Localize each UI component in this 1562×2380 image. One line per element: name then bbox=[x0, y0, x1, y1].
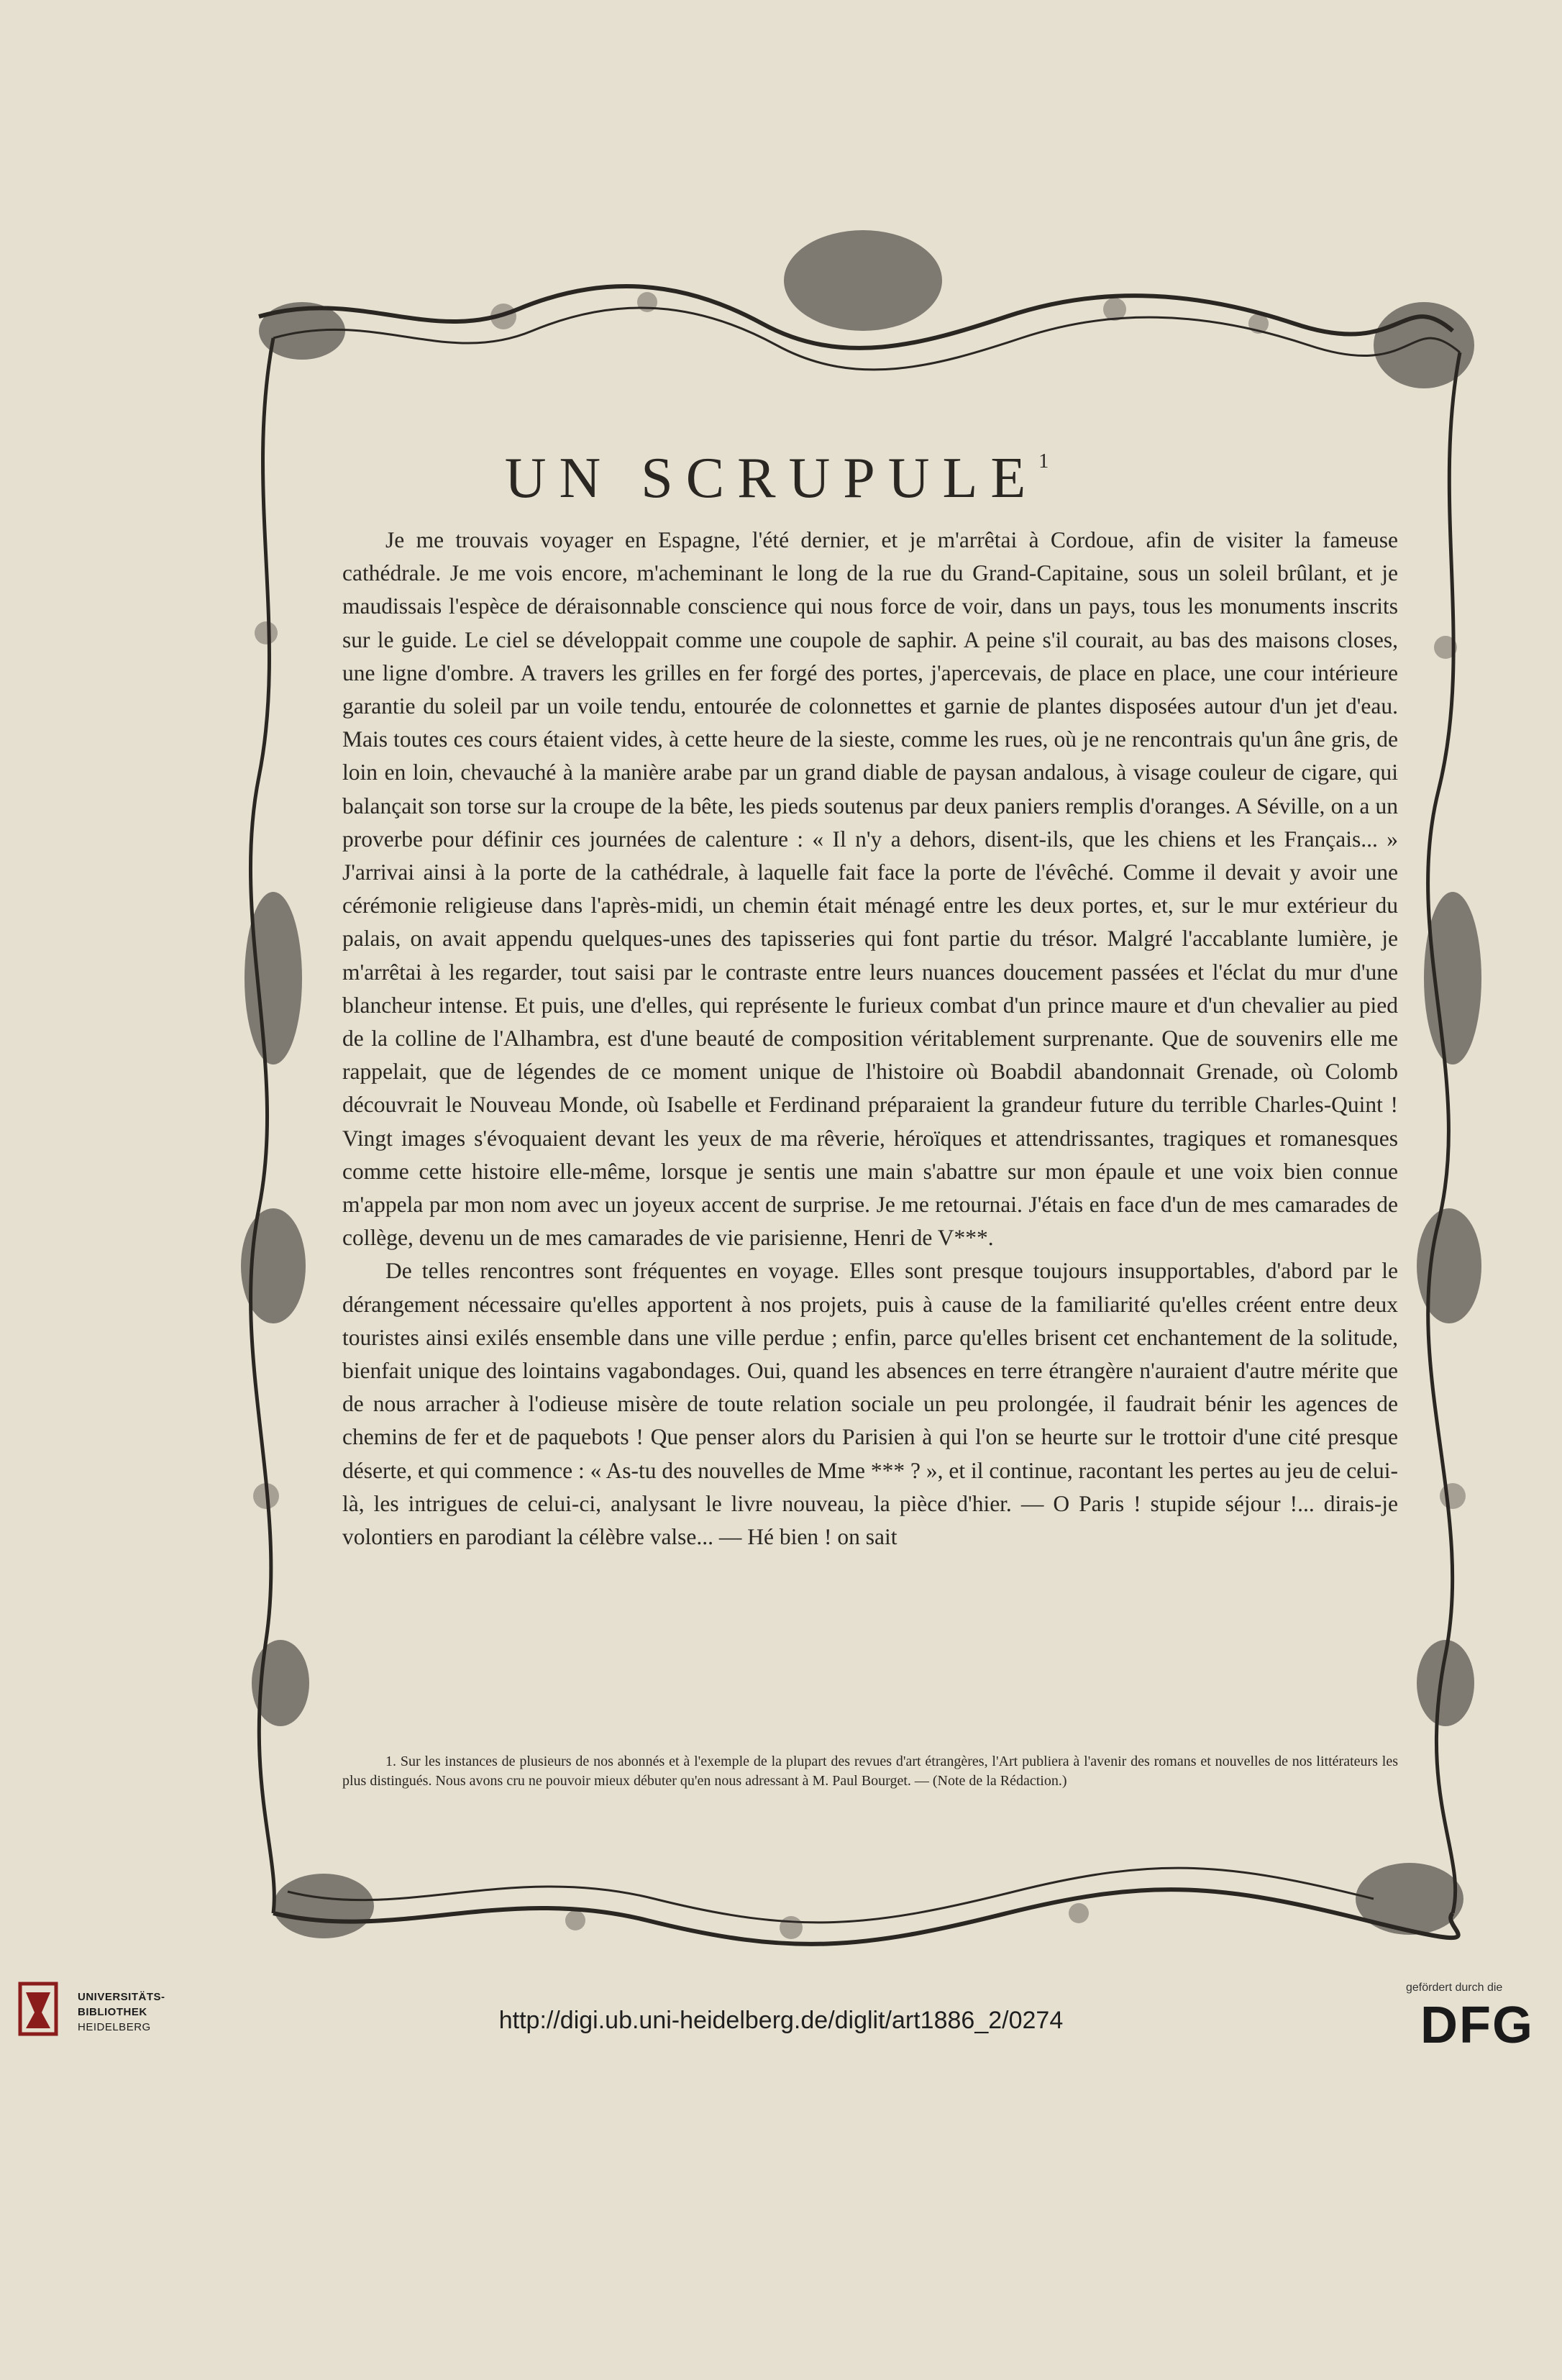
source-url[interactable]: http://digi.ub.uni-heidelberg.de/diglit/art1886_2/0274 bbox=[498, 2007, 1064, 2034]
funding-text: gefördert durch die bbox=[1406, 1982, 1503, 1994]
paragraph: De telles rencontres sont fréquentes en voyage. Elles sont presque toujours insupportables, d'abord par le dérangement nécessaire qu'elles apportent à nos projets, puis à cause de la familiarité qu'elles créent entre deux touristes ainsi exilés ensemble dans une ville perdue ; enfin, parce qu'elles brisent cet enchantement de la solitude, bienfait unique des lointains vagabondages. Oui, quand les absences en terre étrangère n'auraient d'autre mérite que de nous arracher à l'odieuse misère de toute relation sociale un peu prolongée, il faudrait bénir les agences de chemins de fer et de paquebots ! Que penser alors du Parisien à qui l'on se heurte sur le trottoir d'une cité presque déserte, et qui commence : « As-tu des nouvelles de Mme *** ? », et il continue, racontant les pertes au jeu de celui-là, les intrigues de celui-ci, analysant le livre nouveau, la pièce d'hier. — O Paris ! stupide séjour !... dirais-je volontiers en parodiant la célèbre valse... — Hé bien ! on sait bbox=[342, 1258, 1398, 1550]
footnote-text: 1. Sur les instances de plusieurs de nos abonnés et à l'exemple de la plupart des revues d'art étrangères, l'Art publiera à l'avenir des romans et nouvelles de nos littérateurs les plus distingués. Nous avons cru ne pouvoir mieux débuter qu'en nous adressant à M. Paul Bourget. — (Note de la Rédaction.) bbox=[342, 1754, 1398, 1789]
library-line: HEIDELBERG bbox=[78, 2021, 151, 2033]
library-line: UNIVERSITÄTS- bbox=[78, 1991, 165, 2003]
article-body bbox=[342, 524, 1398, 1554]
library-line: BIBLIOTHEK bbox=[78, 2006, 147, 2018]
paragraph: Je me trouvais voyager en Espagne, l'été dernier, et je m'arrêtai à Cordoue, afin de visiter la fameuse cathédrale. Je me vois encore, m'acheminant le long de la rue du Grand-Capitaine, sous un soleil brûlant, et je maudissais l'espèce de déraisonnable conscience qui nous force de voir, dans un pays, tous les monuments inscrits sur le guide. Le ciel se développait comme une coupole de saphir. A peine s'il courait, au bas des maisons closes, une ligne d'ombre. A travers les grilles en fer forgé des portes, j'apercevais, de place en place, une cour intérieure garantie du soleil par un voile tendu, entourée de colonnettes et garnie de plantes disposées autour d'un jet d'eau. Mais toutes ces cours étaient vides, à cette heure de la sieste, comme les rues, où je ne rencontrais qu'un âne gris, de loin en loin, chevauché à la manière arabe par un grand diable de paysan andalous, à visage couleur de cigare, qui balançait son torse sur la croupe de la bête, les pieds soutenus par deux paniers remplis d'oranges. A Séville, on a un proverbe pour définir ces journées de calenture : « Il n'y a dehors, disent-ils, que les chiens et les Français... » J'arrivai ainsi à la porte de la cathédrale, à laquelle fait face la porte de l'évêché. Comme il devait y avoir une cérémonie religieuse dans l'après-midi, un chemin était ménagé entre les deux portes, et, sur le mur extérieur du palais, on avait appendu quelques-unes des tapisseries qui font partie du trésor. Malgré l'accablante lumière, je m'arrêtai à les regarder, tout saisi par le contraste entre leurs nuances doucement passées et l'éclat du mur d'une blancheur intense. Et puis, une d'elles, qui représente le furieux combat d'un prince maure et d'un chevalier au pied de la colline de l'Alhambra, est d'une beauté de composition véritablement surprenante. Que de souvenirs elle me rappelait, que de légendes de ce moment unique de l'histoire où Boabdil abandonnait Grenade, où Colomb découvrait le Nouveau Monde, où Isabelle et Ferdinand préparaient la grandeur future du terrible Charles-Quint ! Vingt images s'évoquaient devant les yeux de ma rêverie, héroïques et attendrissantes, tragiques et romanesques comme cette histoire elle-même, lorsque je sentis une main s'abattre sur mon épaule et une voix bien connue m'appela par mon nom avec un joyeux accent de surprise. Je me retournai. J'étais en face d'un de mes camarades de collège, devenu un de mes camarades de vie parisienne, Henri de V***. bbox=[342, 527, 1398, 1251]
footnote-marker: 1 bbox=[1038, 450, 1049, 473]
footnote bbox=[342, 1752, 1398, 1791]
article-title bbox=[345, 446, 1208, 511]
dfg-logo[interactable]: DFG bbox=[1420, 1997, 1534, 2054]
title-text: UN SCRUPULE bbox=[504, 447, 1039, 510]
